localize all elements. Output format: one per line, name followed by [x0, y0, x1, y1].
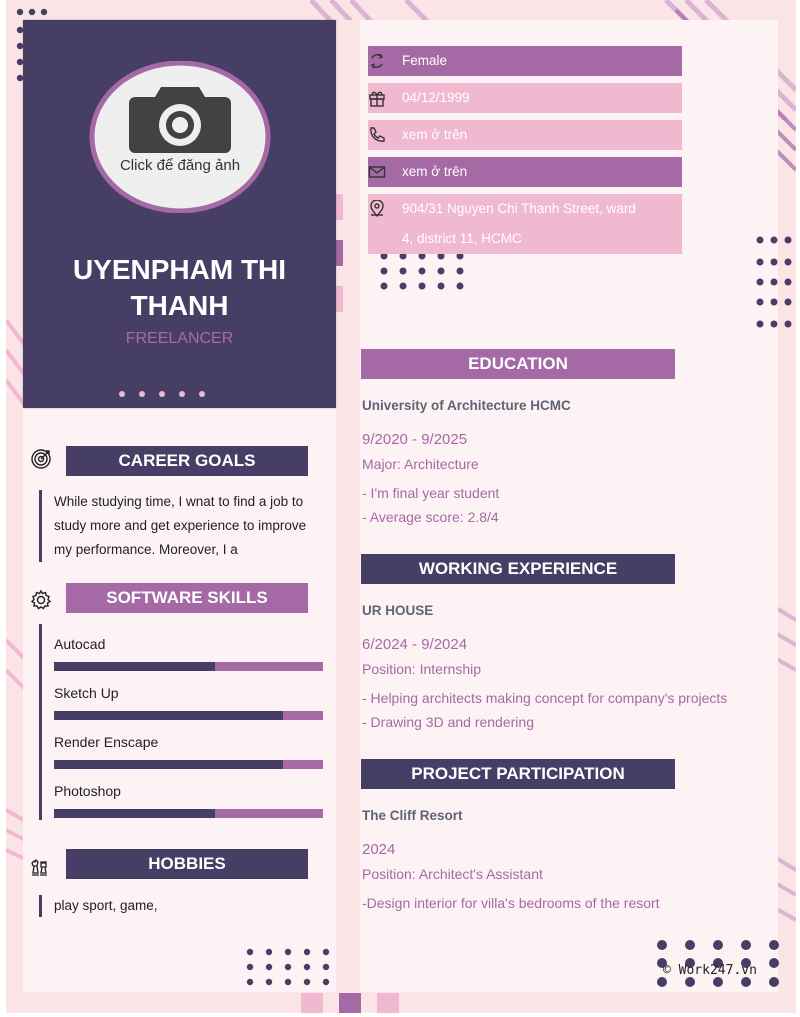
- skill-bar: [54, 760, 323, 769]
- skill-bar-fill: [54, 760, 283, 769]
- dots-right-middle: [754, 232, 796, 332]
- education-heading: EDUCATION: [361, 349, 675, 379]
- dots-contact: [376, 250, 476, 292]
- left-column-edge: [336, 20, 360, 992]
- education-detail: - Average score: 2.8/4: [362, 509, 499, 525]
- phone-icon: [368, 126, 386, 144]
- skill-label: Sketch Up: [54, 685, 119, 701]
- gift-icon: [368, 89, 386, 107]
- project-position: Position: Architect's Assistant: [362, 866, 543, 882]
- skill-bar: [54, 809, 323, 818]
- experience-company: UR HOUSE: [362, 603, 434, 618]
- address-line-2: 4, district 11, HCMC: [402, 231, 522, 246]
- contact-address: [368, 194, 682, 254]
- bottom-square-3: [377, 993, 399, 1013]
- experience-date: 6/2024 - 9/2024: [362, 636, 468, 653]
- phone-value: xem ở trên: [402, 127, 468, 142]
- photo-caption: Click để đăng ảnh: [119, 157, 241, 174]
- career-goals-body: [39, 490, 324, 562]
- hobbies-text: play sport, game,: [54, 898, 158, 913]
- hobbies-heading: HOBBIES: [66, 849, 308, 879]
- contact-birthday: [368, 83, 682, 113]
- bottom-square-1: [301, 993, 323, 1013]
- career-goal-line: While studying time, I wnat to find a job to: [54, 494, 304, 509]
- location-icon: [368, 200, 386, 218]
- email-value: xem ở trên: [402, 164, 468, 179]
- watermark: © Work247.vn: [663, 963, 757, 978]
- projects-heading: PROJECT PARTICIPATION: [361, 759, 675, 789]
- gear-icon: [30, 589, 52, 611]
- education-major: Major: Architecture: [362, 456, 479, 472]
- career-goals-heading: CAREER GOALS: [66, 446, 308, 476]
- gender-value: Female: [402, 53, 448, 68]
- project-date: 2024: [362, 841, 396, 858]
- education-school: University of Architecture HCMC: [362, 398, 571, 413]
- mail-icon: [368, 163, 386, 181]
- contact-phone: [368, 120, 682, 150]
- project-detail: -Design interior for villa's bedrooms of the resort: [362, 895, 660, 911]
- software-skills-heading: SOFTWARE SKILLS: [66, 583, 308, 613]
- contact-email: [368, 157, 682, 187]
- skill-bar-fill: [54, 809, 215, 818]
- career-goal-line: study more and get experience to improve: [54, 518, 307, 533]
- hobbies-body: [39, 895, 158, 917]
- education-detail: - I'm final year student: [362, 485, 500, 501]
- skill-label: Render Enscape: [54, 734, 159, 750]
- experience-detail: - Helping architects making concept for company's projects: [362, 690, 728, 706]
- chess-icon: [28, 855, 50, 877]
- skill-bar-fill: [54, 711, 283, 720]
- profile-panel: [23, 20, 336, 408]
- skill-label: Autocad: [54, 636, 106, 652]
- job-title: FREELANCER: [125, 330, 234, 347]
- full-name: [23, 252, 336, 324]
- skill-bar-fill: [54, 662, 215, 671]
- experience-detail: - Drawing 3D and rendering: [362, 714, 534, 730]
- cv-page: [6, 0, 796, 1013]
- gender-icon: [368, 52, 386, 70]
- experience-position: Position: Internship: [362, 661, 482, 677]
- address-line-1: 904/31 Nguyen Chi Thanh Street, ward: [402, 201, 636, 216]
- career-goal-line: my performance. Moreover, I a: [54, 542, 238, 557]
- skill-bar: [54, 711, 323, 720]
- bottom-square-2: [339, 993, 361, 1013]
- skill-bar: [54, 662, 323, 671]
- decor-pink-dots: [119, 384, 219, 402]
- software-skills-body: [39, 624, 42, 820]
- camera-icon: [127, 83, 233, 155]
- experience-heading: WORKING EXPERIENCE: [361, 554, 675, 584]
- contact-gender: [368, 46, 682, 76]
- education-date: 9/2020 - 9/2025: [362, 431, 468, 448]
- birthday-value: 04/12/1999: [402, 90, 470, 105]
- name-line-2: THANH: [130, 290, 229, 321]
- skill-label: Photoshop: [54, 783, 121, 799]
- target-icon: [30, 448, 52, 470]
- name-line-1: UYENPHAM THI: [72, 254, 287, 285]
- dots-bottom-left: [242, 946, 342, 990]
- project-name: The Cliff Resort: [362, 808, 463, 823]
- photo-upload[interactable]: [89, 61, 271, 213]
